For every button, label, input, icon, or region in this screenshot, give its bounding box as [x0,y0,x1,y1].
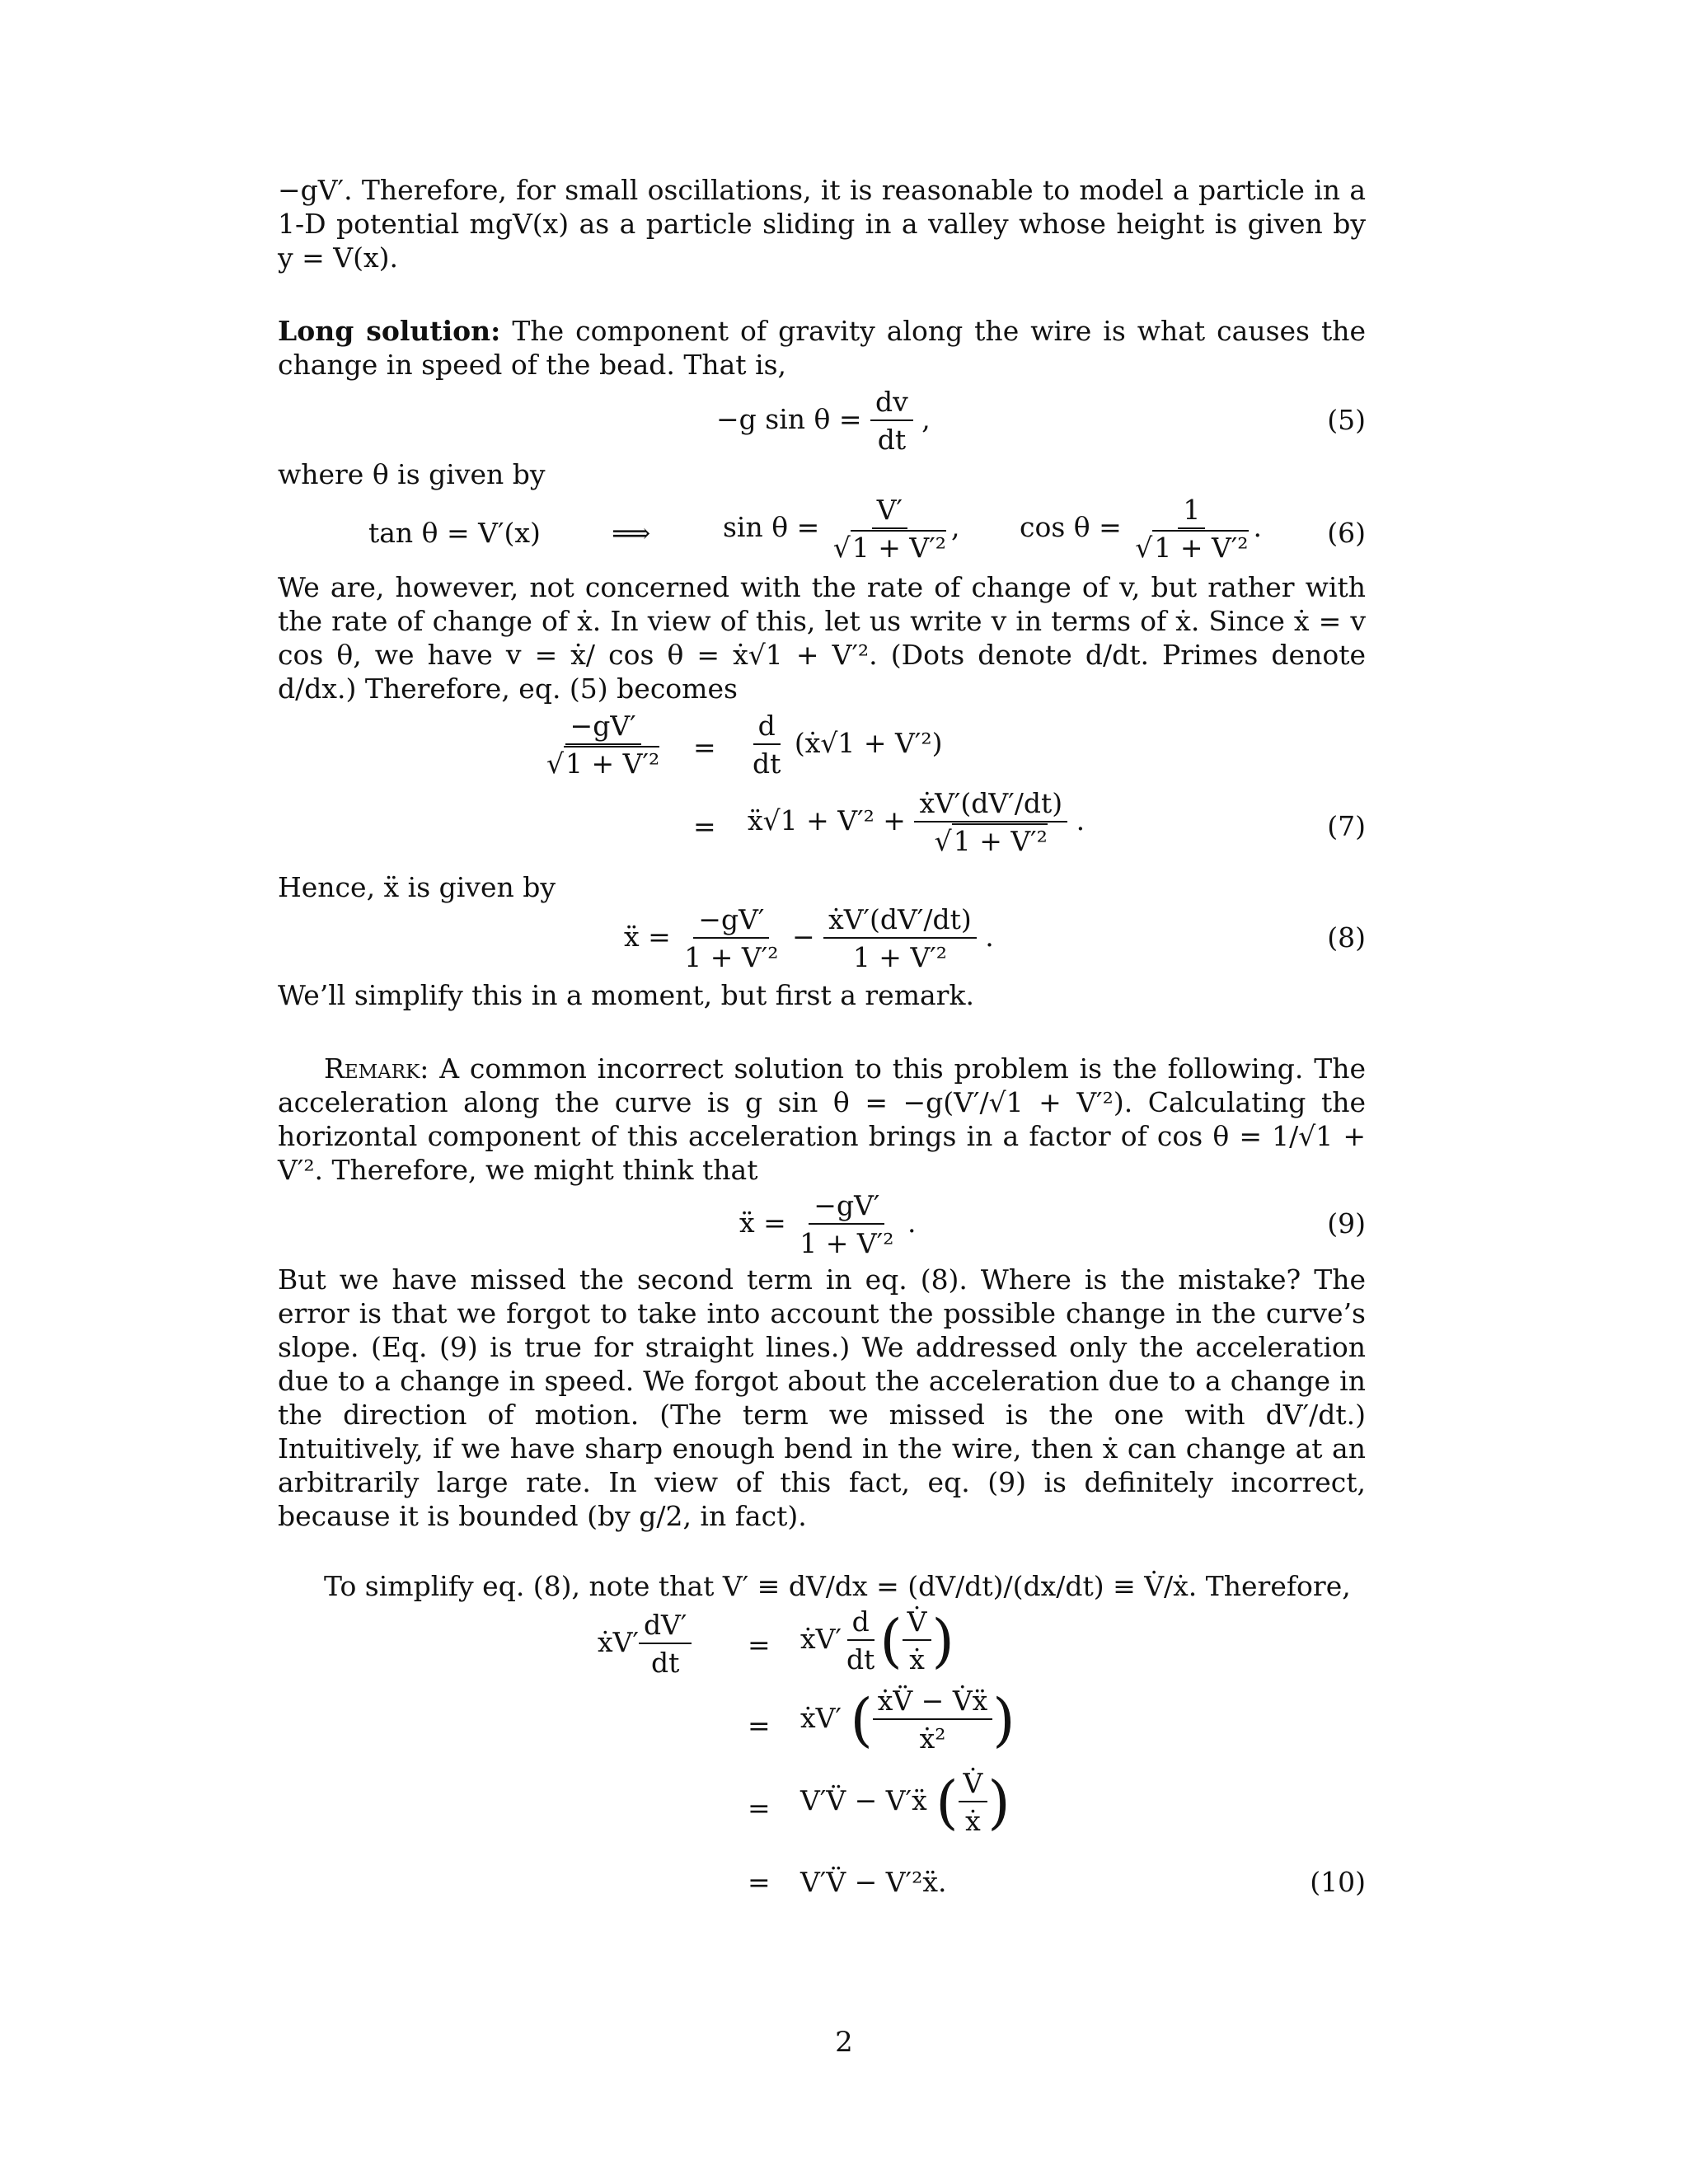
remark-paragraph [278,1052,1366,1187]
remark-text: A common incorrect solution to this problem is the following. The acceleration along the curve is g sin θ = −g(V′/√1 + V′²). Calculating the horizontal component of this acceleration brings in a factor of cos θ = 1/√1 + V′². Therefore, we might think that [278,1052,1366,1186]
eq5-lhs: −g sin θ = [716,403,862,435]
eq7-lhs-num: −gV′ [565,710,641,745]
eq5-num: dv [870,387,913,421]
eq6-b-num: V′ [872,494,907,529]
eq10-r2-pre: ẋV′ [800,1702,842,1734]
eq8-tag: (8) [1327,921,1366,954]
equation-5 [278,382,1366,457]
paragraph-2: We are, however, not concerned with the rate of change of v, but rather with the rate of change of ẋ. In view of this, let us write v in terms of ẋ. Since ẋ = v cos θ, we have v = ẋ/ cos θ = ẋ√1 + V′². (Dots denote d/dt. Primes denote d/dx.) Therefore, eq. (5) becomes [278,571,1366,705]
eq10-r2-den: ẋ² [919,1722,946,1755]
eq10-l-pre: ẋV′ [598,1626,639,1658]
page-content [278,173,1366,1900]
equation-10: ẋV′ $\frac{dV'}{dt}$ = ẋV′ $\frac{d}{dt}$ ( $\frac{V̇}{\text{ẋ}}$ ) = ẋV′ ( $\frac{\text{ẋV̈ − V̇ẍ}}{\text{ẋ²}}$ ) = V′V̈ − V′ẍ ( $\frac{V̇}{\text{ẋ}}$ ) = V′V̈ − V′²ẍ. (10) [598,1605,1366,1898]
eq6-c-num: 1 [1178,494,1205,529]
eq8-n1: −gV′ [693,904,769,939]
paragraph-4: To simplify eq. (8), note that V′ ≡ dV/dx = (dV/dt)/(dx/dt) ≡ V̇/ẋ. Therefore, [324,1570,1351,1602]
simplify-text: We’ll simplify this in a moment, but first a remark. [278,979,974,1011]
eq10-tag: (10) [1310,1866,1366,1898]
eq6-b: sin θ = [723,511,820,543]
eq7-r2-den: 1 + V′² [953,825,1048,857]
eq6-arrow: ⟹ [612,517,651,549]
eq10-l-den: dt [650,1647,680,1679]
equation-8: ẍ = $\frac{-gV'}{\text{1 + V′²}}$ − $\frac{\text{ẋV′(dV′/dt)}}{\text{1 + V′²}}$ . (8) [624,903,1366,973]
remark-label: Remark: [324,1052,429,1085]
eq7-r2a: ẍ√1 + V′² + [748,804,906,837]
eq9-lhs: ẍ = [739,1207,786,1239]
eq7-lhs-den: 1 + V′² [565,748,660,780]
eq5-den: dt [877,424,907,456]
page-number: 2 [835,2026,853,2059]
eq8-d1: 1 + V′² [684,941,779,973]
eq7-r2-num: ẋV′(dV′/dt) [914,788,1067,823]
equation-6: tan θ = V′(x) ⟹ sin θ = $\frac{V'}{\text{√1 + V′²}}$ , cos θ = $\frac{1}{\text{√1 + V′²}}$ . (6) [368,494,1366,564]
eq6-c-den: 1 + V′² [1154,532,1249,564]
eq8-lhs: ẍ = [624,921,671,953]
eq5-tag: (5) [1327,404,1366,436]
eq10-r3-pre: V′V̈ − V′ẍ [800,1784,927,1816]
eq6-tag: (6) [1327,517,1366,549]
eq10-r1-pre: ẋV′ [800,1623,842,1655]
intro-paragraph: −gV′. Therefore, for small oscillations, it is reasonable to model a particle in a 1-D potential mgV(x) as a particle sliding in a valley whose height is given by y = V(x). [278,174,1366,274]
eq6-c: cos θ = [1020,511,1122,543]
eq6-b-den: 1 + V′² [851,532,946,564]
eq8-d2: 1 + V′² [852,941,947,973]
equation-7: $\frac{-gV'}{\text{√1 + V′²}}$ = $\frac{d}{dt}$ (ẋ√1 + V′²) = ẍ√1 + V′² + $\frac{\text{ẋV′(dV′/dt)}}{\text{√1 + V′²}}$ . (7) [546,710,1366,857]
eq10-r2-num: ẋV̈ − V̇ẍ [873,1685,993,1720]
eq9-den: 1 + V′² [799,1227,894,1259]
long-solution-text: The component of gravity along the wire is what causes the change in speed of the bead. That is, [278,315,1366,381]
long-solution-paragraph [278,314,1366,382]
eq7-tag: (7) [1327,810,1366,842]
long-solution-label: Long solution: [278,315,501,347]
eq6-a: tan θ = V′(x) [368,517,541,549]
paragraph-3: But we have missed the second term in eq. (8). Where is the mistake? The error is that we forgot to take into account the possible change in the curve’s slope. (Eq. (9) is true for straight lines.) We addressed only the acceleration due to a change in speed. We forgot about the acceleration due to a change in the direction of motion. (The term we missed is the one with dV′/dt.) Intuitively, if we have sharp enough bend in the wire, then ẋ can change at an arbitrarily large rate. In view of this fact, eq. (9) is definitely incorrect, because it is bounded (by g/2, in fact). [278,1263,1366,1532]
eq8-n2: ẋV′(dV′/dt) [823,904,977,939]
eq9-num: −gV′ [809,1190,884,1225]
eq5-tail: , [921,403,931,435]
eq10-l-num: dV′ [639,1610,692,1644]
hence-text: Hence, ẍ is given by [278,871,556,903]
eq9-tag: (9) [1327,1207,1366,1240]
where-text: where θ is given by [278,458,546,490]
eq7-r1: (ẋ√1 + V′²) [794,727,943,759]
equation-9: ẍ = $\frac{-gV'}{\text{1 + V′²}}$ . (9) [739,1189,1366,1259]
eq10-r4: V′V̈ − V′²ẍ. [800,1866,947,1898]
